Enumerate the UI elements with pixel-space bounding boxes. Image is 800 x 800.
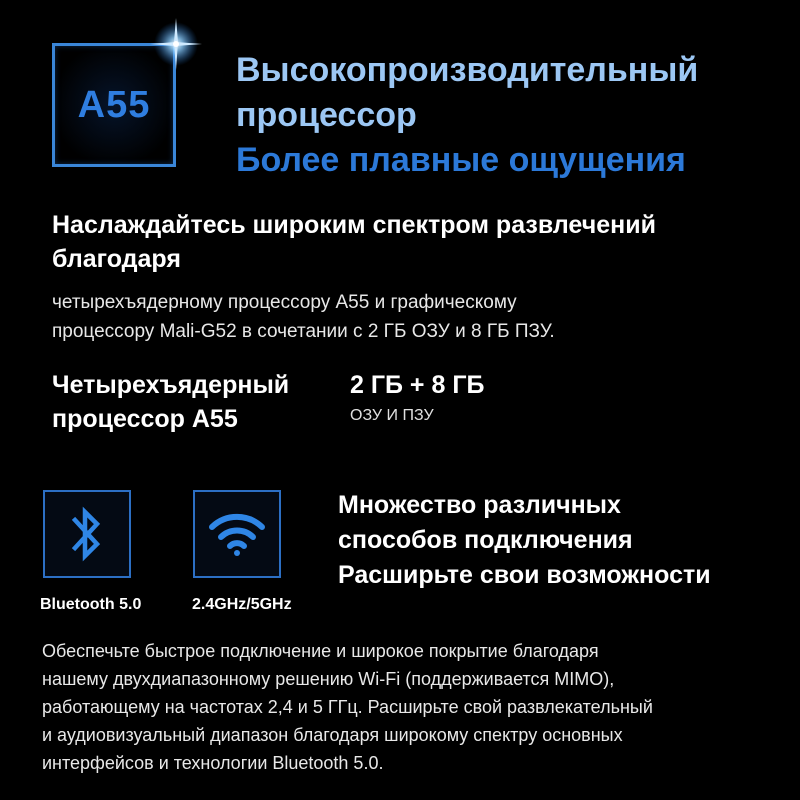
headline-line-1: Высокопроизводительный xyxy=(236,51,699,89)
connectivity-title xyxy=(338,488,711,593)
headline-line-2: процессор xyxy=(236,96,417,134)
section-title-line-1: Наслаждайтесь широким спектром развлечений xyxy=(52,211,656,239)
chip-icon xyxy=(52,43,176,167)
headline-line-3: Более плавные ощущения xyxy=(236,141,686,179)
section-title-line-2: благодаря xyxy=(52,245,181,273)
bluetooth-caption: Bluetooth 5.0 xyxy=(40,596,142,613)
section-body-line-1: четырехъядерному процессору A55 и графическому xyxy=(52,292,517,313)
connectivity-body xyxy=(42,637,762,777)
section-body xyxy=(52,288,752,346)
wifi-caption: 2.4GHz/5GHz xyxy=(192,596,292,613)
connectivity-title-line-1: Множество различных xyxy=(338,491,621,519)
memory-spec-subtitle: ОЗУ И ПЗУ xyxy=(350,407,434,424)
connectivity-body-line: и аудиовизуальный диапазон благодаря широкому спектру основных xyxy=(42,725,623,745)
cpu-spec-line-1: Четырехъядерный xyxy=(52,371,290,399)
wifi-icon xyxy=(207,509,267,559)
connectivity-title-line-2: способов подключения xyxy=(338,526,633,554)
headline xyxy=(236,48,698,183)
connectivity-body-line: нашему двухдиапазонному решению Wi-Fi (поддерживается MIMO), xyxy=(42,669,615,689)
connectivity-title-line-3: Расширьте свои возможности xyxy=(338,561,711,589)
connectivity-body-line: интерфейсов и технологии Bluetooth 5.0. xyxy=(42,753,384,773)
bluetooth-tile xyxy=(43,490,131,578)
cpu-spec xyxy=(52,368,289,436)
cpu-spec-line-2: процессор A55 xyxy=(52,405,238,433)
connectivity-body-line: работающему на частотах 2,4 и 5 ГГц. Расширьте свой развлекательный xyxy=(42,697,653,717)
chip-label: A55 xyxy=(77,84,151,126)
bluetooth-icon xyxy=(67,506,107,562)
connectivity-body-line: Обеспечьте быстрое подключение и широкое покрытие благодаря xyxy=(42,641,599,661)
section-title xyxy=(52,208,752,276)
wifi-tile xyxy=(193,490,281,578)
section-body-line-2: процессору Mali-G52 в сочетании с 2 ГБ ОЗУ и 8 ГБ ПЗУ. xyxy=(52,321,555,342)
memory-spec-title: 2 ГБ + 8 ГБ xyxy=(350,371,485,399)
